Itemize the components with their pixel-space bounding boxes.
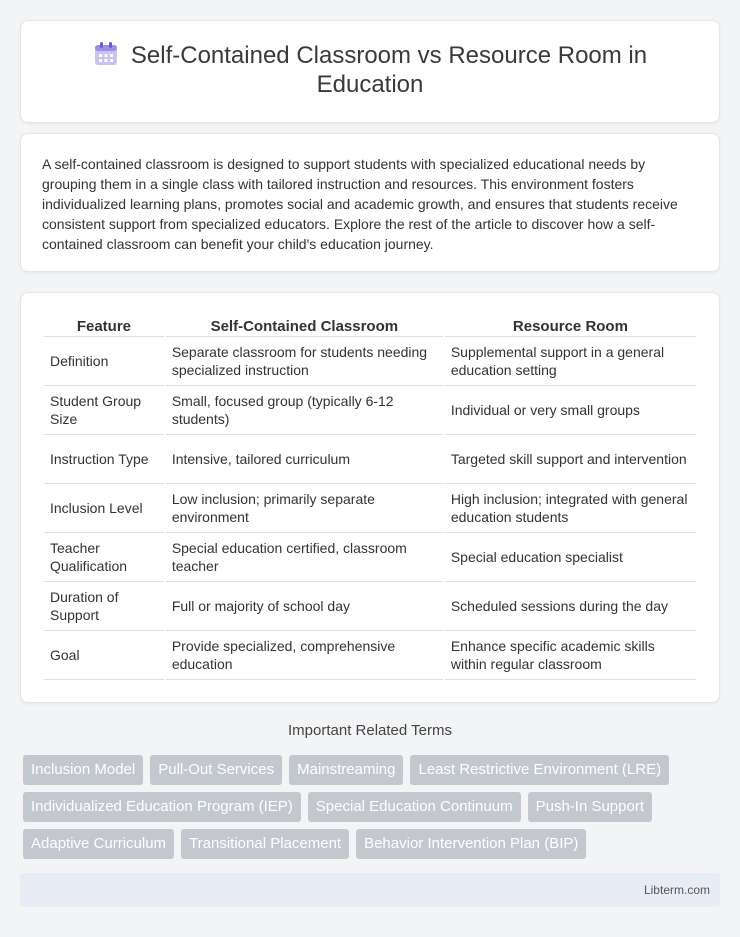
resource-room-cell: Targeted skill support and intervention bbox=[445, 435, 696, 484]
tag-special-education-continuum[interactable]: Special Education Continuum bbox=[308, 792, 521, 822]
table-row bbox=[44, 631, 696, 680]
title-line-2: Education bbox=[316, 71, 424, 98]
table-row bbox=[44, 337, 696, 386]
page-title bbox=[21, 41, 719, 99]
tag-push-in-support[interactable]: Push-In Support bbox=[528, 792, 652, 822]
feature-cell: Goal bbox=[44, 631, 164, 680]
comparison-card bbox=[20, 292, 720, 703]
footer-site-link[interactable]: Libterm.com bbox=[643, 883, 710, 897]
resource-room-cell: Enhance specific academic skills within regular classroom bbox=[445, 631, 696, 680]
self-contained-cell: Small, focused group (typically 6-12 students) bbox=[166, 386, 443, 435]
self-contained-cell: Intensive, tailored curriculum bbox=[166, 435, 443, 484]
feature-cell: Definition bbox=[44, 337, 164, 386]
tag-mainstreaming[interactable]: Mainstreaming bbox=[289, 755, 403, 785]
header-feature: Feature bbox=[44, 315, 164, 337]
header-card bbox=[20, 20, 720, 123]
table-row bbox=[44, 435, 696, 484]
resource-room-cell: Individual or very small groups bbox=[445, 386, 696, 435]
resource-room-cell: Supplemental support in a general education setting bbox=[445, 337, 696, 386]
self-contained-cell: Low inclusion; primarily separate environment bbox=[166, 484, 443, 533]
self-contained-cell: Separate classroom for students needing specialized instruction bbox=[166, 337, 443, 386]
footer bbox=[20, 873, 720, 907]
feature-cell: Inclusion Level bbox=[44, 484, 164, 533]
tag-bip[interactable]: Behavior Intervention Plan (BIP) bbox=[356, 829, 586, 859]
feature-cell: Instruction Type bbox=[44, 435, 164, 484]
tag-row bbox=[23, 829, 713, 859]
tag-row bbox=[23, 755, 713, 785]
tag-iep[interactable]: Individualized Education Program (IEP) bbox=[23, 792, 301, 822]
table-row bbox=[44, 533, 696, 582]
calendar-icon bbox=[93, 41, 119, 67]
feature-cell: Student Group Size bbox=[44, 386, 164, 435]
tag-transitional-placement[interactable]: Transitional Placement bbox=[181, 829, 349, 859]
comparison-table bbox=[42, 315, 698, 680]
intro-text: A self-contained classroom is designed to support students with specialized educational needs by grouping them in a single class with tailored instruction and resources. This environment fosters individualized learning plans, promotes social and academic growth, and ensures that students receive consistent support from specialized educators. Explore the rest of the article to discover how a self-contained classroom can benefit your child's education journey. bbox=[42, 156, 678, 252]
self-contained-cell: Special education certified, classroom teacher bbox=[166, 533, 443, 582]
intro-card bbox=[20, 133, 720, 272]
tag-inclusion-model[interactable]: Inclusion Model bbox=[23, 755, 143, 785]
tag-least-restrictive-environment[interactable]: Least Restrictive Environment (LRE) bbox=[410, 755, 669, 785]
resource-room-cell: Scheduled sessions during the day bbox=[445, 582, 696, 631]
tag-pull-out-services[interactable]: Pull-Out Services bbox=[150, 755, 282, 785]
table-row bbox=[44, 582, 696, 631]
resource-room-cell: High inclusion; integrated with general education students bbox=[445, 484, 696, 533]
tag-adaptive-curriculum[interactable]: Adaptive Curriculum bbox=[23, 829, 174, 859]
feature-cell: Teacher Qualification bbox=[44, 533, 164, 582]
resource-room-cell: Special education specialist bbox=[445, 533, 696, 582]
tag-row bbox=[23, 792, 713, 822]
header-self-contained: Self-Contained Classroom bbox=[166, 315, 443, 337]
header-resource-room: Resource Room bbox=[445, 315, 696, 337]
table-row bbox=[44, 386, 696, 435]
table-row bbox=[44, 484, 696, 533]
self-contained-cell: Full or majority of school day bbox=[166, 582, 443, 631]
related-terms-title: Important Related Terms bbox=[288, 722, 452, 739]
self-contained-cell: Provide specialized, comprehensive education bbox=[166, 631, 443, 680]
related-terms-tags bbox=[23, 755, 713, 866]
table-header-row bbox=[44, 315, 696, 337]
title-line-1: Self-Contained Classroom vs Resource Room in bbox=[130, 42, 648, 69]
feature-cell: Duration of Support bbox=[44, 582, 164, 631]
